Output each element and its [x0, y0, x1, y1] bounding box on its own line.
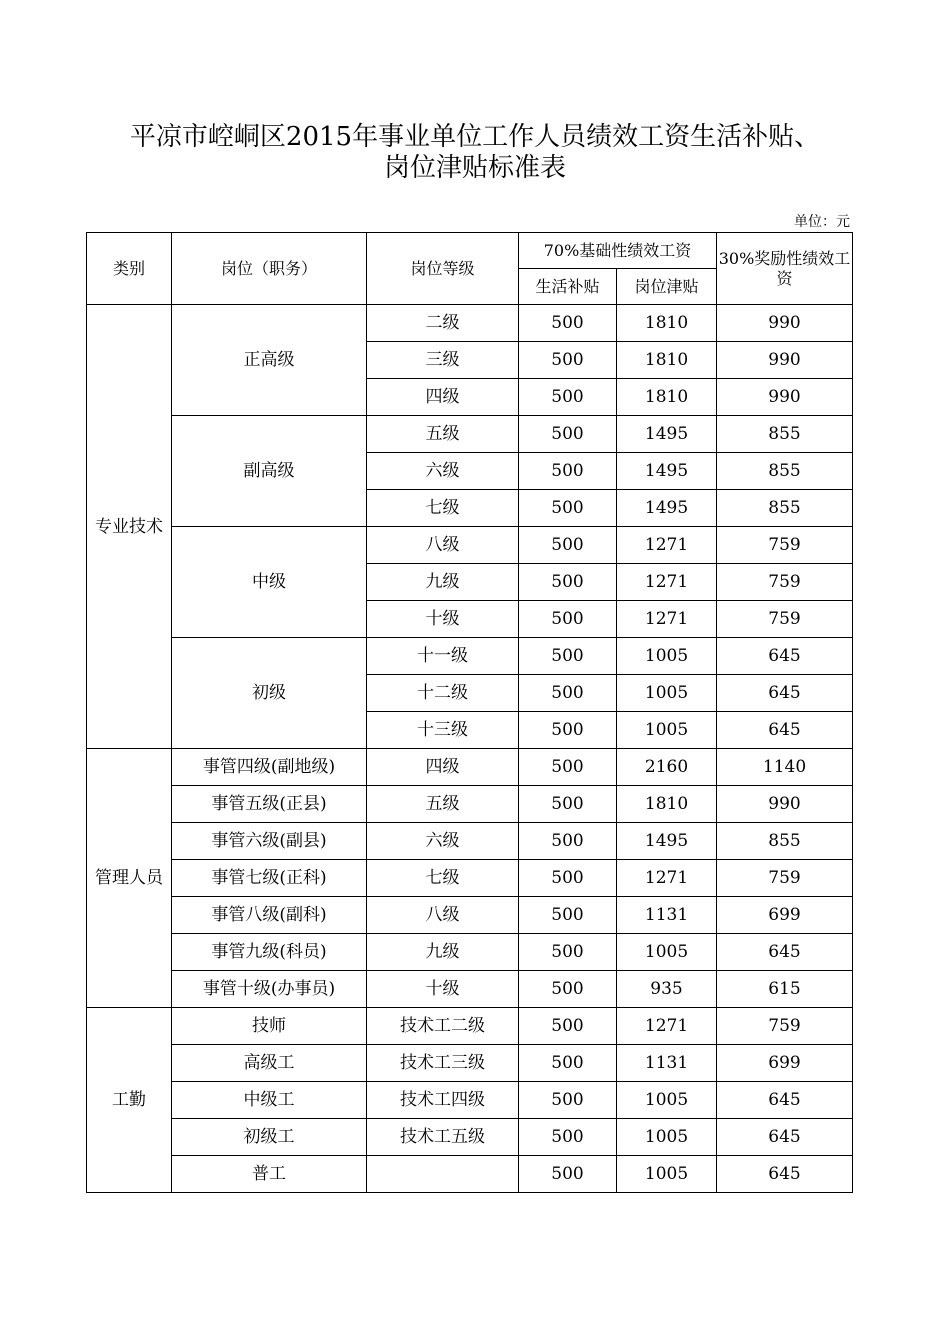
group-senior: 正高级	[172, 305, 367, 416]
unit-label: 单位：元	[794, 214, 850, 230]
post-cell: 1495	[617, 490, 717, 527]
living-cell: 500	[519, 786, 617, 823]
header-category: 类别	[87, 233, 172, 305]
reward-cell: 759	[717, 601, 853, 638]
post-cell: 1005	[617, 1119, 717, 1156]
reward-cell: 759	[717, 860, 853, 897]
grade-cell: 四级	[367, 379, 519, 416]
post-cell: 1271	[617, 527, 717, 564]
post-cell: 1005	[617, 638, 717, 675]
living-cell: 500	[519, 934, 617, 971]
table-row	[87, 638, 853, 675]
table-row	[87, 305, 853, 342]
grade-cell	[367, 1156, 519, 1193]
post-cell: 1005	[617, 1156, 717, 1193]
grade-cell: 二级	[367, 305, 519, 342]
reward-cell: 990	[717, 379, 853, 416]
position-cell: 技师	[172, 1008, 367, 1045]
grade-cell: 七级	[367, 860, 519, 897]
table-row	[87, 416, 853, 453]
category-worker: 工勤	[87, 1008, 172, 1193]
header-post-allowance: 岗位津贴	[617, 269, 717, 305]
grade-cell: 技术工四级	[367, 1082, 519, 1119]
grade-cell: 三级	[367, 342, 519, 379]
reward-cell: 699	[717, 1045, 853, 1082]
page-title-line1: 平凉市崆峒区2015年事业单位工作人员绩效工资生活补贴、	[129, 122, 821, 152]
living-cell: 500	[519, 305, 617, 342]
table-row	[87, 971, 853, 1008]
post-cell: 1005	[617, 712, 717, 749]
position-cell: 事管五级(正县)	[172, 786, 367, 823]
salary-table	[86, 232, 853, 1193]
living-cell: 500	[519, 1082, 617, 1119]
reward-cell: 615	[717, 971, 853, 1008]
grade-cell: 技术工五级	[367, 1119, 519, 1156]
post-cell: 1495	[617, 416, 717, 453]
reward-cell: 645	[717, 638, 853, 675]
reward-cell: 759	[717, 527, 853, 564]
post-cell: 1271	[617, 601, 717, 638]
table-row	[87, 897, 853, 934]
living-cell: 500	[519, 1119, 617, 1156]
reward-cell: 759	[717, 564, 853, 601]
living-cell: 500	[519, 564, 617, 601]
reward-cell: 645	[717, 1082, 853, 1119]
post-cell: 1810	[617, 342, 717, 379]
living-cell: 500	[519, 823, 617, 860]
post-cell: 2160	[617, 749, 717, 786]
table-row	[87, 1045, 853, 1082]
living-cell: 500	[519, 1156, 617, 1193]
living-cell: 500	[519, 675, 617, 712]
position-cell: 事管四级(副地级)	[172, 749, 367, 786]
post-cell: 1810	[617, 305, 717, 342]
post-cell: 935	[617, 971, 717, 1008]
post-cell: 1005	[617, 675, 717, 712]
living-cell: 500	[519, 971, 617, 1008]
table-row	[87, 749, 853, 786]
table-row	[87, 1008, 853, 1045]
table-row	[87, 1082, 853, 1119]
position-cell: 事管八级(副科)	[172, 897, 367, 934]
post-cell: 1810	[617, 379, 717, 416]
grade-cell: 九级	[367, 934, 519, 971]
reward-cell: 990	[717, 305, 853, 342]
table-row	[87, 786, 853, 823]
category-mgmt: 管理人员	[87, 749, 172, 1008]
position-cell: 高级工	[172, 1045, 367, 1082]
living-cell: 500	[519, 342, 617, 379]
living-cell: 500	[519, 897, 617, 934]
category-tech: 专业技术	[87, 305, 172, 749]
grade-cell: 技术工三级	[367, 1045, 519, 1082]
living-cell: 500	[519, 1045, 617, 1082]
table-row	[87, 860, 853, 897]
post-cell: 1271	[617, 564, 717, 601]
reward-cell: 855	[717, 490, 853, 527]
reward-cell: 1140	[717, 749, 853, 786]
grade-cell: 技术工二级	[367, 1008, 519, 1045]
header-position: 岗位（职务）	[172, 233, 367, 305]
grade-cell: 十级	[367, 601, 519, 638]
header-reward: 30%奖励性绩效工资	[717, 233, 853, 305]
table-row	[87, 934, 853, 971]
table-row	[87, 823, 853, 860]
post-cell: 1131	[617, 897, 717, 934]
reward-cell: 645	[717, 675, 853, 712]
reward-cell: 645	[717, 1119, 853, 1156]
header-grade: 岗位等级	[367, 233, 519, 305]
grade-cell: 十二级	[367, 675, 519, 712]
post-cell: 1495	[617, 823, 717, 860]
grade-cell: 八级	[367, 897, 519, 934]
post-cell: 1271	[617, 860, 717, 897]
living-cell: 500	[519, 416, 617, 453]
table-row	[87, 527, 853, 564]
living-cell: 500	[519, 749, 617, 786]
group-junior: 初级	[172, 638, 367, 749]
living-cell: 500	[519, 490, 617, 527]
grade-cell: 四级	[367, 749, 519, 786]
position-cell: 初级工	[172, 1119, 367, 1156]
reward-cell: 990	[717, 786, 853, 823]
living-cell: 500	[519, 601, 617, 638]
reward-cell: 699	[717, 897, 853, 934]
reward-cell: 645	[717, 934, 853, 971]
living-cell: 500	[519, 1008, 617, 1045]
grade-cell: 十一级	[367, 638, 519, 675]
grade-cell: 十级	[367, 971, 519, 1008]
grade-cell: 十三级	[367, 712, 519, 749]
post-cell: 1131	[617, 1045, 717, 1082]
reward-cell: 855	[717, 453, 853, 490]
grade-cell: 六级	[367, 453, 519, 490]
reward-cell: 855	[717, 416, 853, 453]
table-row	[87, 1156, 853, 1193]
post-cell: 1005	[617, 934, 717, 971]
group-intermediate: 中级	[172, 527, 367, 638]
living-cell: 500	[519, 379, 617, 416]
post-cell: 1271	[617, 1008, 717, 1045]
grade-cell: 六级	[367, 823, 519, 860]
position-cell: 事管六级(副县)	[172, 823, 367, 860]
grade-cell: 七级	[367, 490, 519, 527]
living-cell: 500	[519, 527, 617, 564]
header-living-allowance: 生活补贴	[519, 269, 617, 305]
reward-cell: 645	[717, 1156, 853, 1193]
table-row	[87, 1119, 853, 1156]
reward-cell: 645	[717, 712, 853, 749]
group-vice-senior: 副高级	[172, 416, 367, 527]
grade-cell: 五级	[367, 416, 519, 453]
position-cell: 事管九级(科员)	[172, 934, 367, 971]
reward-cell: 855	[717, 823, 853, 860]
living-cell: 500	[519, 860, 617, 897]
position-cell: 普工	[172, 1156, 367, 1193]
post-cell: 1005	[617, 1082, 717, 1119]
position-cell: 中级工	[172, 1082, 367, 1119]
living-cell: 500	[519, 453, 617, 490]
reward-cell: 990	[717, 342, 853, 379]
position-cell: 事管七级(正科)	[172, 860, 367, 897]
living-cell: 500	[519, 712, 617, 749]
post-cell: 1810	[617, 786, 717, 823]
reward-cell: 759	[717, 1008, 853, 1045]
post-cell: 1495	[617, 453, 717, 490]
grade-cell: 九级	[367, 564, 519, 601]
grade-cell: 八级	[367, 527, 519, 564]
grade-cell: 五级	[367, 786, 519, 823]
position-cell: 事管十级(办事员)	[172, 971, 367, 1008]
living-cell: 500	[519, 638, 617, 675]
header-basic-group: 70%基础性绩效工资	[519, 233, 717, 269]
page-title-line2: 岗位津贴标准表	[383, 153, 566, 183]
